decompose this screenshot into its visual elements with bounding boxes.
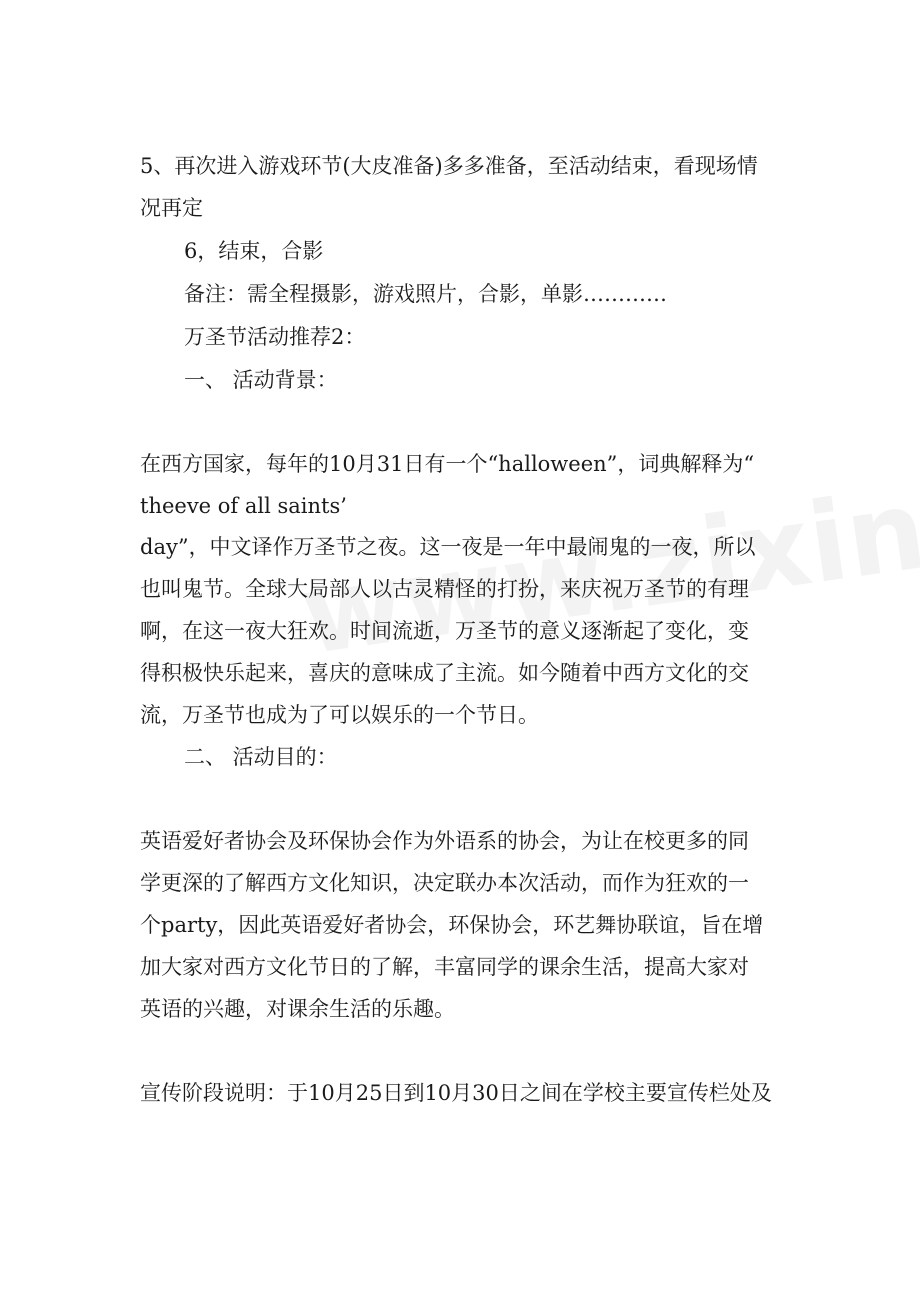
text-line: 啊，在这一夜大狂欢。时间流逝，万圣节的意义逐渐起了变化，变 bbox=[140, 619, 749, 643]
text-line: 宣传阶段说明：于10月25日到10月30日之间在学校主要宣传栏处及 bbox=[140, 1081, 772, 1105]
section-heading: 二、 活动目的： bbox=[184, 745, 338, 769]
text-line: 得积极快乐起来，喜庆的意味成了主流。如今随着中西方文化的交 bbox=[140, 661, 749, 685]
text-line: 5、再次进入游戏环节(大皮准备)多多准备，至活动结束，看现场情 bbox=[140, 154, 758, 178]
text-line: 也叫鬼节。全球大局部人以古灵精怪的打扮，来庆祝万圣节的有理 bbox=[140, 577, 749, 601]
text-line: 英语的兴趣，对课余生活的乐趣。 bbox=[140, 997, 455, 1021]
text-line: 英语爱好者协会及环保协会作为外语系的协会，为让在校更多的同 bbox=[140, 829, 749, 853]
text-line: 6，结束，合影 bbox=[184, 239, 324, 263]
text-line: day”，中文译作万圣节之夜。这一夜是一年中最闹鬼的一夜，所以 bbox=[140, 535, 756, 559]
text-line: 加大家对西方文化节日的了解，丰富同学的课余生活，提高大家对 bbox=[140, 955, 749, 979]
text-line: theeve of all saints’ bbox=[140, 494, 347, 518]
text-line: 备注：需全程摄影，游戏照片，合影，单影………… bbox=[184, 282, 667, 306]
text-line: 况再定 bbox=[140, 196, 203, 220]
text-line: 在西方国家，每年的10月31日有一个“halloween”，词典解释为“ bbox=[140, 452, 755, 476]
text-line: 万圣节活动推荐2： bbox=[184, 325, 366, 349]
text-line: 个party，因此英语爱好者协会，环保协会，环艺舞协联谊，旨在增 bbox=[140, 913, 764, 937]
text-line: 学更深的了解西方文化知识，决定联办本次活动，而作为狂欢的一 bbox=[140, 871, 749, 895]
text-line: 流，万圣节也成为了可以娱乐的一个节日。 bbox=[140, 703, 539, 727]
section-heading: 一、 活动背景： bbox=[184, 368, 338, 392]
